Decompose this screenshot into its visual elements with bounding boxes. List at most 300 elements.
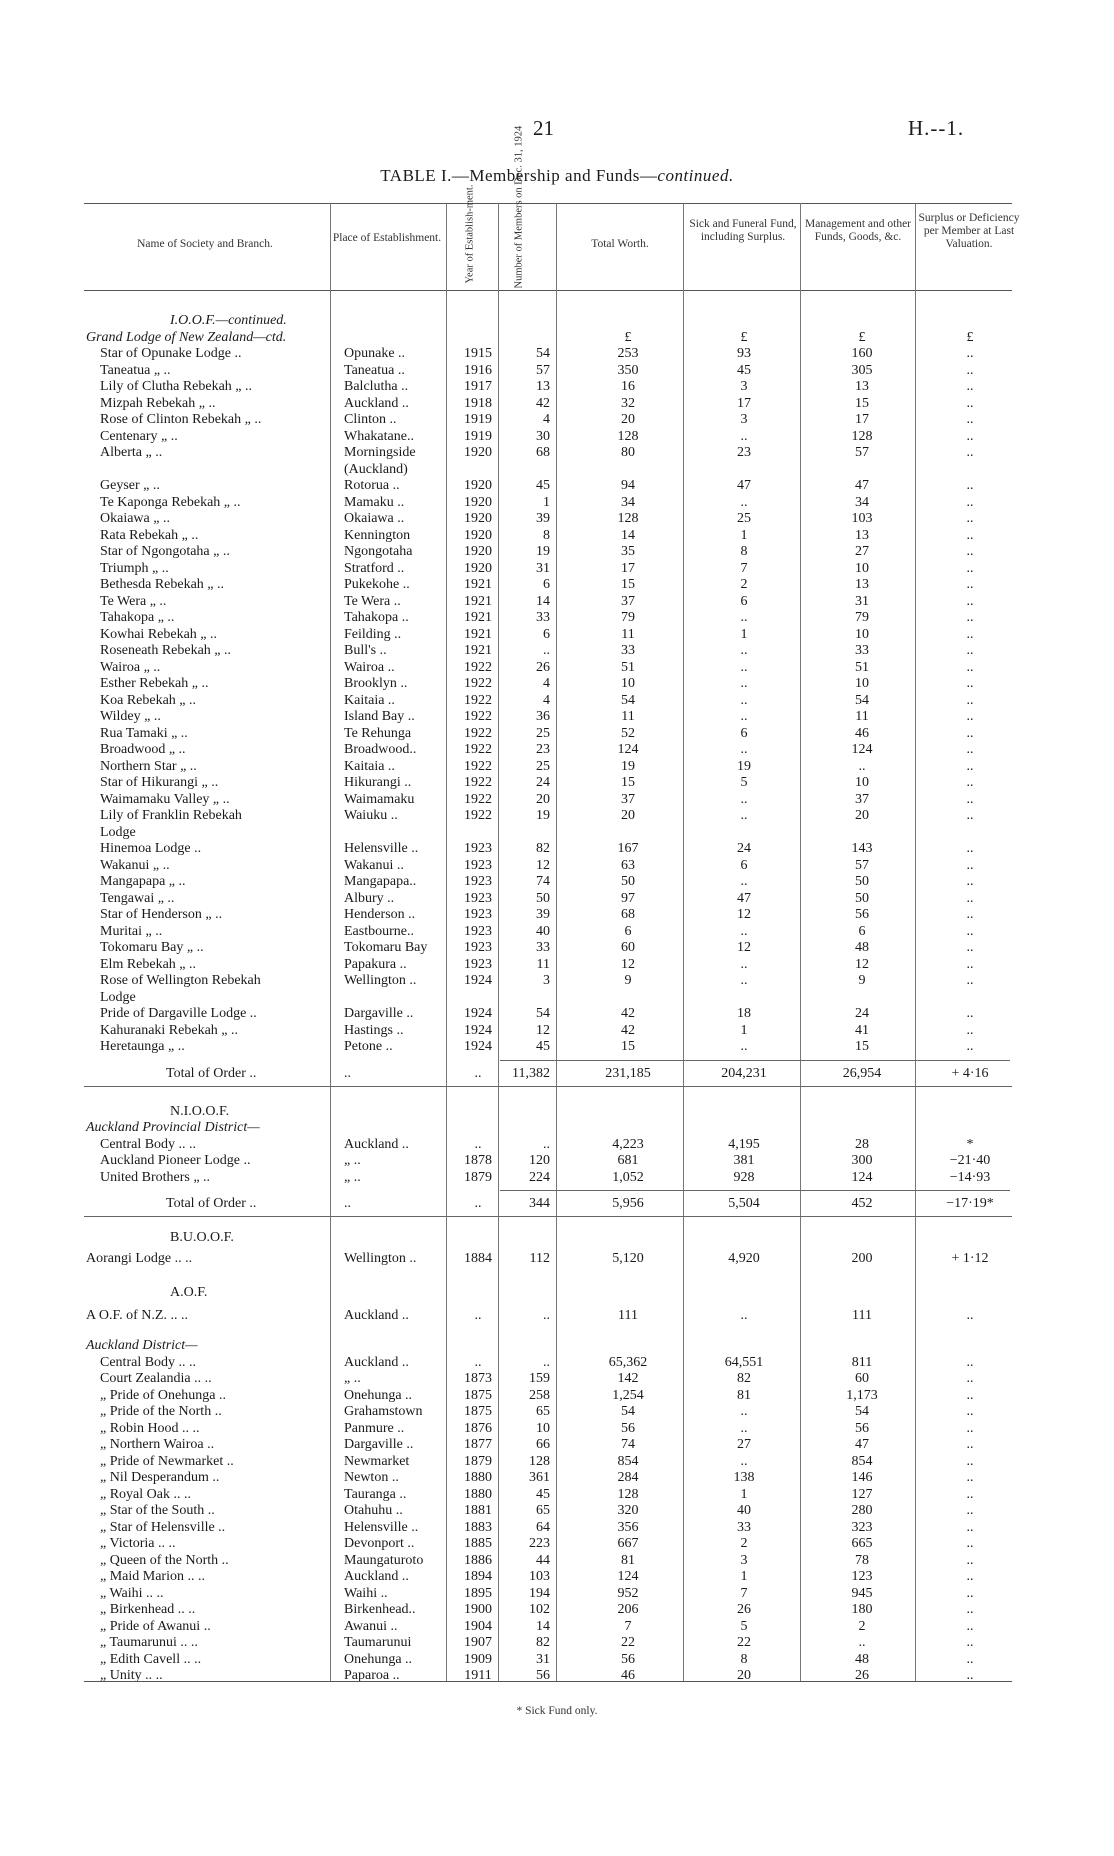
cell-surplus: .. xyxy=(966,1487,974,1502)
cell-mgmt: 50 xyxy=(855,891,869,906)
cell-sick: 1 xyxy=(740,528,748,543)
cell-members: .. xyxy=(543,1137,550,1152)
cell-name: Lily of Clutha Rebekah „ .. xyxy=(100,379,253,394)
cell-surplus: .. xyxy=(966,1536,974,1551)
cell-surplus: −21·40 xyxy=(949,1153,991,1168)
cell-name: „ Northern Wairoa .. xyxy=(100,1437,215,1452)
cell-sick: 1 xyxy=(740,1569,748,1584)
table-row xyxy=(0,1355,1114,1371)
cell-members: 19 xyxy=(536,544,550,559)
cell-place: Auckland .. xyxy=(344,1569,409,1584)
table-row xyxy=(0,990,1114,1006)
cell-sick: .. xyxy=(740,495,748,510)
cell-worth: 4,223 xyxy=(612,1137,644,1152)
cell-surplus: .. xyxy=(966,627,974,642)
cell-mgmt: 127 xyxy=(851,1487,873,1502)
cell-mgmt: 6 xyxy=(858,924,866,939)
cell-name: „ Pride of Awanui .. xyxy=(100,1619,211,1634)
cell-sick: 22 xyxy=(737,1635,751,1650)
cell-mgmt: 10 xyxy=(855,676,869,691)
cell-members: 3 xyxy=(543,973,550,988)
cell-place: Mangapapa.. xyxy=(344,874,417,889)
cell-year: 1922 xyxy=(464,742,492,757)
cell-worth: 33 xyxy=(621,643,635,658)
col-header-sick: Sick and Funeral Fund, including Surplus. xyxy=(689,218,797,243)
cell-mgmt: 56 xyxy=(855,1421,869,1436)
cell-sick: .. xyxy=(740,874,748,889)
cell-surplus: .. xyxy=(966,841,974,856)
total-rule xyxy=(500,1060,1010,1061)
cell-sick: 64,551 xyxy=(724,1355,764,1370)
cell-place: Panmure .. xyxy=(344,1421,405,1436)
cell-surplus: .. xyxy=(966,1371,974,1386)
cell-members: 65 xyxy=(536,1404,550,1419)
cell-year: 1920 xyxy=(464,511,492,526)
cell-mgmt: 2 xyxy=(858,1619,866,1634)
cell-place: Petone .. xyxy=(344,1039,393,1054)
cell-surplus: .. xyxy=(966,973,974,988)
table-row xyxy=(0,759,1114,775)
cell-year: 1886 xyxy=(464,1553,492,1568)
table-row xyxy=(0,1586,1114,1602)
cell-place: Te Wera .. xyxy=(344,594,401,609)
cell-name: Te Wera „ .. xyxy=(100,594,167,609)
table-row xyxy=(0,924,1114,940)
cell-sick: .. xyxy=(740,1039,748,1054)
cell-name: Lodge xyxy=(100,825,136,840)
cell-year: 1881 xyxy=(464,1503,492,1518)
cell-members: 45 xyxy=(536,478,550,493)
table-row xyxy=(0,313,1114,329)
cell-surplus: .. xyxy=(966,660,974,675)
cell-members: 120 xyxy=(529,1153,550,1168)
table-top-rule xyxy=(84,203,1012,204)
table-row xyxy=(0,396,1114,412)
table-row xyxy=(0,792,1114,808)
page-number: 21 xyxy=(533,116,554,140)
cell-place: Brooklyn .. xyxy=(344,676,408,691)
cell-sick: 2 xyxy=(740,577,748,592)
cell-members: 31 xyxy=(536,1652,550,1667)
table-row xyxy=(0,1388,1114,1404)
table-row xyxy=(0,1104,1114,1120)
cell-name: Star of Ngongotaha „ .. xyxy=(100,544,230,559)
cell-members: 25 xyxy=(536,726,550,741)
cell-mgmt: 11 xyxy=(855,709,869,724)
cell-mgmt: 48 xyxy=(855,1652,869,1667)
cell-place: Tahakopa .. xyxy=(344,610,409,625)
col-header-mgmt: Management and other Funds, Goods, &c. xyxy=(804,218,911,243)
table-row xyxy=(0,1230,1114,1246)
cell-name: Roseneath Rebekah „ .. xyxy=(100,643,232,658)
cell-place: Taneatua .. xyxy=(344,363,405,378)
cell-place: Feilding .. xyxy=(344,627,402,642)
cell-sick: 1 xyxy=(740,1487,748,1502)
paper-reference: H.--1. xyxy=(908,116,965,140)
table-row xyxy=(0,561,1114,577)
cell-year: 1895 xyxy=(464,1586,492,1601)
cell-mgmt: 111 xyxy=(852,1308,872,1323)
cell-members: 4 xyxy=(543,412,550,427)
cell-sick: .. xyxy=(740,957,748,972)
cell-members: 194 xyxy=(529,1586,550,1601)
cell-place: Birkenhead.. xyxy=(344,1602,416,1617)
cell-members: 39 xyxy=(536,511,550,526)
cell-year: 1876 xyxy=(464,1421,492,1436)
table-row xyxy=(0,511,1114,527)
table-row xyxy=(0,1520,1114,1536)
cell-year: 1907 xyxy=(464,1635,492,1650)
cell-sick: 27 xyxy=(737,1437,751,1452)
cell-place: Newmarket xyxy=(344,1454,410,1469)
cell-surplus: .. xyxy=(966,363,974,378)
cell-mgmt: 665 xyxy=(851,1536,873,1551)
cell-mgmt: 300 xyxy=(851,1153,873,1168)
cell-name: Esther Rebekah „ .. xyxy=(100,676,209,691)
cell-sick: 381 xyxy=(733,1153,755,1168)
cell-year: 1923 xyxy=(464,907,492,922)
cell-year: .. xyxy=(474,1308,482,1323)
cell-mgmt: £ xyxy=(858,330,866,345)
cell-mgmt: 10 xyxy=(855,775,869,790)
cell-members: 54 xyxy=(536,1006,550,1021)
cell-mgmt: 854 xyxy=(851,1454,873,1469)
cell-members: 82 xyxy=(536,841,550,856)
cell-mgmt: 180 xyxy=(851,1602,873,1617)
cell-worth: 124 xyxy=(617,1569,639,1584)
cell-mgmt: 452 xyxy=(851,1196,873,1211)
cell-worth: 50 xyxy=(621,874,635,889)
col-header-name: Name of Society and Branch. xyxy=(137,238,273,250)
cell-worth: 128 xyxy=(617,1487,639,1502)
table-row xyxy=(0,610,1114,626)
cell-year: 1923 xyxy=(464,924,492,939)
cell-surplus: .. xyxy=(966,1503,974,1518)
cell-mgmt: 323 xyxy=(851,1520,873,1535)
cell-place: Dargaville .. xyxy=(344,1437,414,1452)
cell-place: Hastings .. xyxy=(344,1023,404,1038)
cell-surplus: .. xyxy=(966,1652,974,1667)
cell-place: Albury .. xyxy=(344,891,395,906)
cell-surplus: .. xyxy=(966,957,974,972)
col-header-members: Number of Members on Dec. 31, 1924 xyxy=(513,125,525,289)
cell-members: .. xyxy=(543,1355,550,1370)
cell-name: „ Maid Marion .. .. xyxy=(100,1569,205,1584)
cell-members: 82 xyxy=(536,1635,550,1650)
table-row xyxy=(0,627,1114,643)
cell-name: „ Queen of the North .. xyxy=(100,1553,229,1568)
cell-mgmt: 811 xyxy=(851,1355,873,1370)
cell-surplus: .. xyxy=(966,1602,974,1617)
cell-mgmt: 15 xyxy=(855,396,869,411)
cell-year: 1920 xyxy=(464,561,492,576)
cell-mgmt: 123 xyxy=(851,1569,873,1584)
cell-name: Wildey „ .. xyxy=(100,709,161,724)
cell-name: Pride of Dargaville Lodge .. xyxy=(100,1006,257,1021)
cell-members: 54 xyxy=(536,346,550,361)
cell-mgmt: 305 xyxy=(851,363,873,378)
cell-sick: 3 xyxy=(740,1553,748,1568)
table-title xyxy=(0,166,1114,186)
cell-surplus: .. xyxy=(966,495,974,510)
cell-worth: 60 xyxy=(621,940,635,955)
cell-year: .. xyxy=(474,1066,482,1081)
cell-year: 1916 xyxy=(464,363,492,378)
table-row xyxy=(0,660,1114,676)
cell-place: Island Bay .. xyxy=(344,709,415,724)
cell-place: Mamaku .. xyxy=(344,495,405,510)
cell-year: 1884 xyxy=(464,1251,492,1266)
cell-surplus: .. xyxy=(966,1569,974,1584)
cell-worth: 231,185 xyxy=(605,1066,651,1081)
cell-members: 65 xyxy=(536,1503,550,1518)
cell-name: Mizpah Rebekah „ .. xyxy=(100,396,216,411)
table-row xyxy=(0,1023,1114,1039)
cell-sick: 3 xyxy=(740,379,748,394)
col-header-year: Year of Establish-ment. xyxy=(464,184,476,284)
cell-members: 10 xyxy=(536,1421,550,1436)
cell-surplus: .. xyxy=(966,759,974,774)
cell-place: Whakatane.. xyxy=(344,429,414,444)
cell-members: 102 xyxy=(529,1602,550,1617)
cell-mgmt: 160 xyxy=(851,346,873,361)
cell-members: 68 xyxy=(536,445,550,460)
cell-name: „ Birkenhead .. .. xyxy=(100,1602,196,1617)
cell-surplus: .. xyxy=(966,726,974,741)
table-row xyxy=(0,1569,1114,1585)
cell-members: 128 xyxy=(529,1454,550,1469)
cell-worth: 16 xyxy=(621,379,635,394)
cell-place: Kaitaia .. xyxy=(344,759,395,774)
cell-surplus: .. xyxy=(966,907,974,922)
cell-surplus: .. xyxy=(966,544,974,559)
cell-sick: 7 xyxy=(740,1586,748,1601)
cell-members: 66 xyxy=(536,1437,550,1452)
cell-year: 1922 xyxy=(464,660,492,675)
cell-place: Dargaville .. xyxy=(344,1006,414,1021)
cell-worth: 52 xyxy=(621,726,635,741)
cell-year: 1920 xyxy=(464,445,492,460)
cell-sick: .. xyxy=(740,709,748,724)
cell-year: 1921 xyxy=(464,627,492,642)
cell-place: Opunake .. xyxy=(344,346,406,361)
table-row xyxy=(0,412,1114,428)
table-row xyxy=(0,1652,1114,1668)
table-row xyxy=(0,445,1114,461)
cell-place: Wakanui .. xyxy=(344,858,404,873)
cell-place: Ngongotaha xyxy=(344,544,413,559)
cell-members: 4 xyxy=(543,676,550,691)
cell-place: Eastbourne.. xyxy=(344,924,414,939)
cell-name: Hinemoa Lodge .. xyxy=(100,841,202,856)
cell-mgmt: .. xyxy=(858,1635,866,1650)
table-row xyxy=(0,1470,1114,1486)
cell-place: Grahamstown xyxy=(344,1404,423,1419)
cell-mgmt: 10 xyxy=(855,561,869,576)
cell-year: 1915 xyxy=(464,346,492,361)
table-row xyxy=(0,1196,1114,1212)
cell-place: .. xyxy=(344,1196,351,1211)
cell-name: „ Pride of Newmarket .. xyxy=(100,1454,234,1469)
table-row xyxy=(0,1285,1114,1301)
cell-worth: 15 xyxy=(621,577,635,592)
cell-mgmt: 34 xyxy=(855,495,869,510)
cell-name: Te Kaponga Rebekah „ .. xyxy=(100,495,241,510)
cell-worth: 32 xyxy=(621,396,635,411)
cell-mgmt: 12 xyxy=(855,957,869,972)
cell-sick: 8 xyxy=(740,544,748,559)
cell-surplus: .. xyxy=(966,693,974,708)
cell-sick: 47 xyxy=(737,891,751,906)
cell-mgmt: 56 xyxy=(855,907,869,922)
cell-name: Taneatua „ .. xyxy=(100,363,171,378)
cell-year: 1911 xyxy=(464,1668,492,1683)
cell-year: 1880 xyxy=(464,1487,492,1502)
cell-name: Okaiawa „ .. xyxy=(100,511,170,526)
cell-year: 1880 xyxy=(464,1470,492,1485)
cell-sick: 20 xyxy=(737,1668,751,1683)
cell-members: 6 xyxy=(543,627,550,642)
cell-year: 1883 xyxy=(464,1520,492,1535)
cell-surplus: .. xyxy=(966,429,974,444)
cell-members: 159 xyxy=(529,1371,550,1386)
cell-mgmt: 13 xyxy=(855,379,869,394)
cell-members: 12 xyxy=(536,1023,550,1038)
cell-members: 24 xyxy=(536,775,550,790)
cell-worth: 94 xyxy=(621,478,635,493)
cell-members: 8 xyxy=(543,528,550,543)
cell-year: .. xyxy=(474,1355,482,1370)
table-row xyxy=(0,528,1114,544)
cell-sick: 5,504 xyxy=(728,1196,760,1211)
cell-worth: 20 xyxy=(621,412,635,427)
cell-place: Taumarunui xyxy=(344,1635,412,1650)
cell-mgmt: 1,173 xyxy=(846,1388,878,1403)
cell-sick: 26 xyxy=(737,1602,751,1617)
table-row xyxy=(0,544,1114,560)
cell-surplus: .. xyxy=(966,379,974,394)
cell-sick: 6 xyxy=(740,726,748,741)
cell-mgmt: 13 xyxy=(855,528,869,543)
cell-members: 1 xyxy=(543,495,550,510)
table-row xyxy=(0,1553,1114,1569)
table-row xyxy=(0,1421,1114,1437)
cell-sick: 8 xyxy=(740,1652,748,1667)
cell-sick: 5 xyxy=(740,1619,748,1634)
table-title-main: TABLE I.—Membership and Funds— xyxy=(380,166,658,185)
cell-surplus: .. xyxy=(966,808,974,823)
table-row xyxy=(0,1503,1114,1519)
table-row xyxy=(0,957,1114,973)
table-row xyxy=(0,1039,1114,1055)
cell-mgmt: 78 xyxy=(855,1553,869,1568)
cell-name: Tahakopa „ .. xyxy=(100,610,175,625)
cell-mgmt: 37 xyxy=(855,792,869,807)
cell-mgmt: 57 xyxy=(855,445,869,460)
cell-worth: 74 xyxy=(621,1437,635,1452)
cell-surplus: .. xyxy=(966,594,974,609)
cell-members: 50 xyxy=(536,891,550,906)
cell-place: Bull's .. xyxy=(344,643,387,658)
cell-sick: 18 xyxy=(737,1006,751,1021)
cell-surplus: .. xyxy=(966,1635,974,1650)
cell-year: 1919 xyxy=(464,412,492,427)
cell-worth: 206 xyxy=(617,1602,639,1617)
table-title-continued: continued. xyxy=(657,166,734,185)
table-row xyxy=(0,577,1114,593)
cell-place: Onehunga .. xyxy=(344,1652,413,1667)
cell-surplus: .. xyxy=(966,1355,974,1370)
cell-sick: .. xyxy=(740,1308,748,1323)
cell-year: 1923 xyxy=(464,891,492,906)
cell-year: 1918 xyxy=(464,396,492,411)
cell-place: Onehunga .. xyxy=(344,1388,413,1403)
cell-worth: 19 xyxy=(621,759,635,774)
cell-members: 33 xyxy=(536,610,550,625)
cell-name: Auckland Provincial District— xyxy=(86,1120,260,1135)
cell-members: 31 xyxy=(536,561,550,576)
cell-members: 45 xyxy=(536,1039,550,1054)
cell-place: Morningside xyxy=(344,445,416,460)
cell-sick: 6 xyxy=(740,858,748,873)
cell-mgmt: 27 xyxy=(855,544,869,559)
cell-sick: 40 xyxy=(737,1503,751,1518)
col-header-surplus: Surplus or Deficiency per Member at Last Valuation. xyxy=(918,212,1020,250)
cell-mgmt: 46 xyxy=(855,726,869,741)
cell-worth: 10 xyxy=(621,676,635,691)
cell-members: 33 xyxy=(536,940,550,955)
cell-worth: 81 xyxy=(621,1553,635,1568)
cell-worth: 63 xyxy=(621,858,635,873)
cell-place: Te Rehunga xyxy=(344,726,412,741)
cell-surplus: .. xyxy=(966,1668,974,1683)
cell-members: 12 xyxy=(536,858,550,873)
cell-mgmt: 128 xyxy=(851,429,873,444)
cell-name: N.I.O.O.F. xyxy=(170,1104,230,1119)
cell-year: 1922 xyxy=(464,775,492,790)
cell-sick: 1 xyxy=(740,1023,748,1038)
cell-name: Central Body .. .. xyxy=(100,1355,197,1370)
cell-worth: 80 xyxy=(621,445,635,460)
cell-worth: 22 xyxy=(621,1635,635,1650)
cell-name: Northern Star „ .. xyxy=(100,759,197,774)
cell-surplus: + 4·16 xyxy=(951,1066,989,1081)
cell-name: Geyser „ .. xyxy=(100,478,160,493)
table-row xyxy=(0,775,1114,791)
cell-year: 1924 xyxy=(464,973,492,988)
cell-sick: 25 xyxy=(737,511,751,526)
cell-year: 1922 xyxy=(464,676,492,691)
cell-place: Wellington .. xyxy=(344,1251,417,1266)
cell-year: 1875 xyxy=(464,1404,492,1419)
cell-sick: .. xyxy=(740,792,748,807)
cell-name: „ Royal Oak .. .. xyxy=(100,1487,191,1502)
cell-surplus: .. xyxy=(966,1388,974,1403)
cell-worth: 350 xyxy=(617,363,639,378)
table-row xyxy=(0,1371,1114,1387)
cell-surplus: .. xyxy=(966,1421,974,1436)
cell-worth: 667 xyxy=(617,1536,639,1551)
cell-mgmt: 103 xyxy=(851,511,873,526)
cell-place: „ .. xyxy=(344,1371,361,1386)
cell-worth: 37 xyxy=(621,792,635,807)
table-row xyxy=(0,1437,1114,1453)
cell-mgmt: .. xyxy=(858,759,866,774)
cell-place: Stratford .. xyxy=(344,561,405,576)
cell-members: 44 xyxy=(536,1553,550,1568)
cell-surplus: .. xyxy=(966,676,974,691)
total-rule xyxy=(84,1216,1012,1217)
